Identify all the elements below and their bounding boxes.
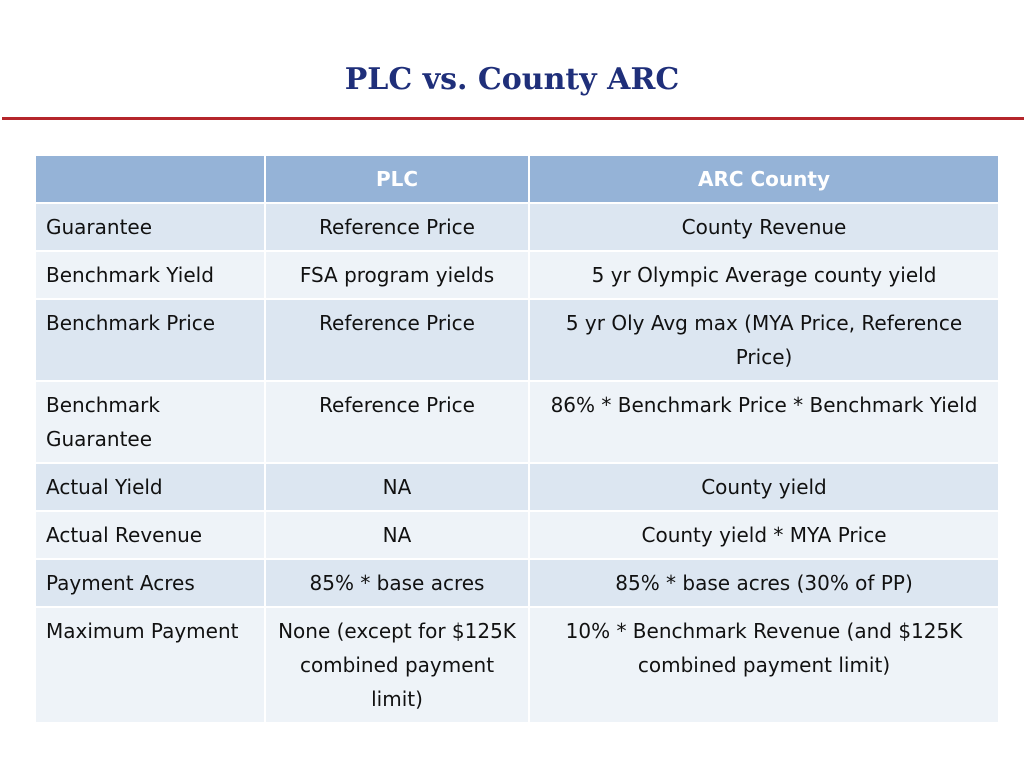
row-label: Actual Revenue (35, 511, 265, 559)
header-plc: PLC (265, 155, 529, 203)
arc-cell: County Revenue (529, 203, 999, 251)
row-label: Actual Yield (35, 463, 265, 511)
row-label: Maximum Payment (35, 607, 265, 723)
row-label: Benchmark Price (35, 299, 265, 381)
table-row (35, 607, 999, 723)
table-row (35, 299, 999, 381)
header-arc-county: ARC County (529, 155, 999, 203)
slide-title: PLC vs. County ARC (344, 62, 680, 97)
row-label: Guarantee (35, 203, 265, 251)
arc-cell: 86% * Benchmark Price * Benchmark Yield (529, 381, 999, 463)
comparison-table (34, 154, 1000, 724)
plc-cell: 85% * base acres (265, 559, 529, 607)
plc-cell: Reference Price (265, 381, 529, 463)
row-label: Benchmark Guarantee (35, 381, 265, 463)
plc-cell: Reference Price (265, 203, 529, 251)
plc-cell: Reference Price (265, 299, 529, 381)
table-row (35, 251, 999, 299)
title-divider (2, 117, 1024, 120)
arc-cell: County yield (529, 463, 999, 511)
table-row (35, 463, 999, 511)
row-label: Payment Acres (35, 559, 265, 607)
arc-cell: 10% * Benchmark Revenue (and $125K combined payment limit) (529, 607, 999, 723)
arc-cell: 5 yr Olympic Average county yield (529, 251, 999, 299)
plc-cell: FSA program yields (265, 251, 529, 299)
row-label: Benchmark Yield (35, 251, 265, 299)
arc-cell: 5 yr Oly Avg max (MYA Price, Reference Price) (529, 299, 999, 381)
arc-cell: 85% * base acres (30% of PP) (529, 559, 999, 607)
plc-cell: None (except for $125K combined payment limit) (265, 607, 529, 723)
table-row (35, 511, 999, 559)
plc-cell: NA (265, 463, 529, 511)
header-blank (35, 155, 265, 203)
plc-cell: NA (265, 511, 529, 559)
header-row (35, 155, 999, 203)
arc-cell: County yield * MYA Price (529, 511, 999, 559)
table-row (35, 381, 999, 463)
table-row (35, 203, 999, 251)
table-row (35, 559, 999, 607)
